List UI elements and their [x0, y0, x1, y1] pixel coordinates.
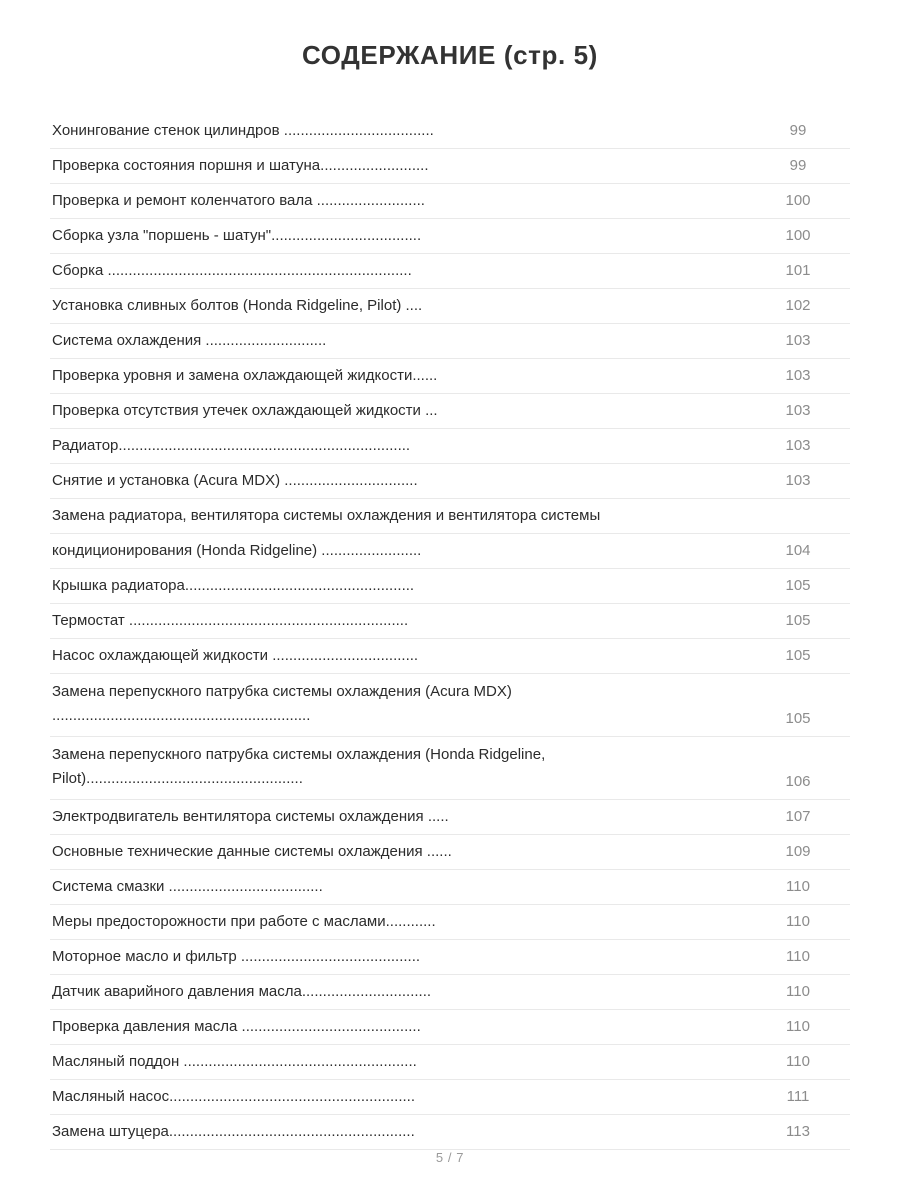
toc-entry-page-number: 113 [786, 1123, 810, 1140]
toc-body [50, 114, 850, 1150]
toc-entry-page-number: 103 [785, 332, 811, 349]
toc-row[interactable] [50, 394, 850, 429]
toc-entry-page-number [746, 499, 850, 534]
table-of-contents [50, 114, 850, 1150]
toc-entry-label: Замена штуцера........................................................... [52, 1123, 415, 1140]
toc-row[interactable] [50, 534, 850, 569]
toc-entry-label: Насос охлаждающей жидкости ................................... [52, 647, 419, 664]
toc-entry-label: Замена радиатора, вентилятора системы охлаждения и вентилятора системы [52, 507, 601, 524]
toc-entry-page-number: 103 [785, 402, 811, 419]
toc-entry-label: Масляный поддон ........................................................ [52, 1053, 417, 1070]
toc-entry-label: Замена перепускного патрубка системы охлаждения (Honda Ridgeline, Pilot).................................................... [52, 746, 546, 787]
toc-row[interactable] [50, 184, 850, 219]
toc-entry-page-number: 110 [786, 913, 810, 930]
toc-entry-label: Термостат ................................................................... [52, 612, 409, 629]
toc-entry-label: Моторное масло и фильтр ........................................... [52, 948, 421, 965]
page-title: СОДЕРЖАНИЕ (стр. 5) [302, 40, 598, 70]
toc-entry-label: кондиционирования (Honda Ridgeline) ........................ [52, 542, 422, 559]
toc-row[interactable] [50, 800, 850, 835]
toc-entry-page-number: 111 [786, 1088, 810, 1105]
toc-row[interactable] [50, 324, 850, 359]
toc-entry-page-number: 107 [785, 808, 811, 825]
toc-row[interactable] [50, 905, 850, 940]
toc-entry-label: Хонингование стенок цилиндров .................................... [52, 122, 434, 139]
toc-entry-label: Снятие и установка (Acura MDX) ................................ [52, 472, 418, 489]
toc-row[interactable] [50, 604, 850, 639]
page-footer: 5 / 7 [435, 1150, 465, 1165]
toc-entry-label: Проверка и ремонт коленчатого вала .......................... [52, 192, 425, 209]
toc-row[interactable] [50, 289, 850, 324]
toc-entry-page-number: 103 [785, 437, 811, 454]
toc-entry-label: Сборка узла "поршень - шатун".................................... [52, 227, 422, 244]
toc-entry-label: Система охлаждения ............................. [52, 332, 327, 349]
toc-row[interactable] [50, 1115, 850, 1150]
toc-entry-page-number: 105 [785, 612, 811, 629]
toc-entry-page-number: 110 [786, 1053, 810, 1070]
toc-entry-label: Проверка состояния поршня и шатуна.......................... [52, 157, 429, 174]
toc-entry-label: Система смазки ..................................... [52, 878, 323, 895]
toc-row[interactable] [50, 737, 850, 800]
toc-entry-page-number: 100 [785, 192, 811, 209]
toc-entry-page-number: 106 [785, 773, 811, 790]
toc-entry-page-number: 104 [785, 542, 811, 559]
toc-row[interactable] [50, 219, 850, 254]
toc-entry-page-number: 105 [785, 710, 811, 727]
toc-entry-page-number: 105 [785, 577, 811, 594]
toc-entry-page-number: 105 [785, 647, 811, 664]
toc-entry-label: Основные технические данные системы охлаждения ...... [52, 843, 452, 860]
toc-entry-label: Электродвигатель вентилятора системы охлаждения ..... [52, 808, 449, 825]
toc-entry-label: Проверка давления масла ........................................... [52, 1018, 421, 1035]
toc-row[interactable] [50, 499, 850, 534]
toc-row[interactable] [50, 870, 850, 905]
toc-row[interactable] [50, 975, 850, 1010]
toc-row[interactable] [50, 1080, 850, 1115]
toc-entry-page-number: 99 [789, 122, 807, 139]
toc-entry-page-number: 110 [786, 983, 810, 1000]
toc-row[interactable] [50, 940, 850, 975]
toc-row[interactable] [50, 569, 850, 604]
toc-row[interactable] [50, 1010, 850, 1045]
toc-entry-label: Установка сливных болтов (Honda Ridgeline, Pilot) .... [52, 297, 423, 314]
toc-row[interactable] [50, 149, 850, 184]
toc-row[interactable] [50, 429, 850, 464]
toc-entry-label: Датчик аварийного давления масла............................... [52, 983, 432, 1000]
toc-row[interactable] [50, 835, 850, 870]
toc-row[interactable] [50, 639, 850, 674]
toc-entry-label: Меры предосторожности при работе с маслами............ [52, 913, 436, 930]
toc-row[interactable] [50, 114, 850, 149]
toc-entry-page-number: 100 [785, 227, 811, 244]
toc-entry-label: Крышка радиатора....................................................... [52, 577, 415, 594]
toc-row[interactable] [50, 359, 850, 394]
toc-entry-label: Проверка отсутствия утечек охлаждающей жидкости ... [52, 402, 438, 419]
toc-entry-page-number: 101 [785, 262, 811, 279]
toc-row[interactable] [50, 254, 850, 289]
toc-entry-page-number: 109 [785, 843, 811, 860]
toc-entry-label: Масляный насос........................................................... [52, 1088, 416, 1105]
toc-entry-label: Сборка ......................................................................... [52, 262, 412, 279]
toc-entry-label: Проверка уровня и замена охлаждающей жидкости...... [52, 367, 438, 384]
toc-entry-label: Радиатор...................................................................... [52, 437, 411, 454]
toc-entry-page-number: 103 [785, 367, 811, 384]
toc-row[interactable] [50, 464, 850, 499]
toc-entry-page-number: 110 [786, 1018, 810, 1035]
toc-row[interactable] [50, 674, 850, 737]
toc-entry-page-number: 103 [785, 472, 811, 489]
toc-entry-label: Замена перепускного патрубка системы охлаждения (Acura MDX) .............................................................. [52, 683, 512, 724]
toc-entry-page-number: 110 [786, 878, 810, 895]
toc-entry-page-number: 110 [786, 948, 810, 965]
toc-row[interactable] [50, 1045, 850, 1080]
toc-entry-page-number: 102 [785, 297, 811, 314]
toc-entry-page-number: 99 [789, 157, 807, 174]
